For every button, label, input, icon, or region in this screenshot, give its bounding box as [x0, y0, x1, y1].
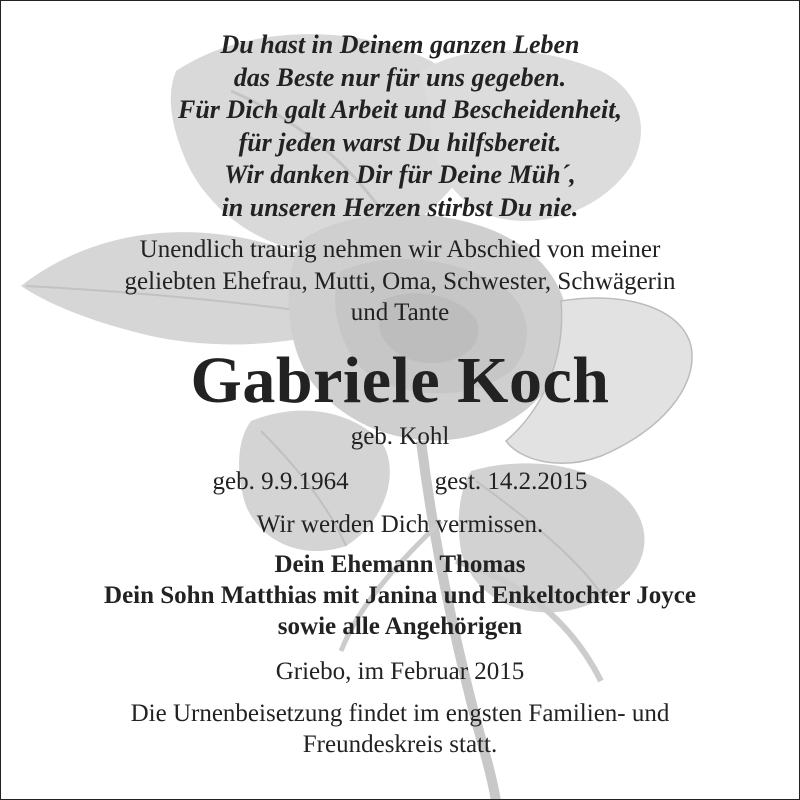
poem-line: Wir danken Dir für Deine Müh´, — [224, 160, 576, 189]
poem-line: das Beste nur für uns gegeben. — [233, 62, 567, 92]
life-dates — [1, 457, 799, 507]
announcement-line: geliebten Ehefrau, Mutti, Oma, Schwester, Schwägerin — [124, 267, 676, 295]
farewell-line: Wir werden Dich vermissen. — [256, 510, 544, 538]
notice-line: Freundeskreis statt. — [302, 730, 498, 758]
announcement-text — [1, 234, 799, 329]
maiden-name: geb. Kohl — [350, 422, 450, 450]
announcement-line: Unendlich traurig nehmen wir Abschied von meiner — [139, 236, 661, 263]
mourner-line: sowie alle Angehörigen — [277, 612, 523, 640]
poem-line: Für Dich galt Arbeit und Bescheidenheit, — [178, 95, 622, 124]
memorial-poem — [1, 1, 799, 224]
deceased-name: Gabriele Koch — [190, 343, 610, 417]
death-date: gest. 14.2.2015 — [434, 467, 588, 495]
birth-date: geb. 9.9.1964 — [212, 467, 349, 495]
notice-line: Die Urnenbeisetzung findet im engsten Familien- und — [130, 699, 670, 727]
poem-line: für jeden warst Du hilfsbereit. — [238, 127, 562, 157]
mourner-line: Dein Ehemann Thomas — [274, 550, 526, 578]
burial-notice — [1, 698, 799, 760]
announcement-line: und Tante — [350, 299, 450, 326]
mourner-line: Dein Sohn Matthias mit Janina und Enkeltochter Joyce — [104, 581, 696, 609]
poem-line: in unseren Herzen stirbst Du nie. — [221, 192, 579, 222]
mourners-list — [1, 549, 799, 642]
obituary-content — [1, 1, 799, 760]
place-date: Griebo, im Februar 2015 — [275, 657, 525, 685]
poem-line: Du hast in Deinem ganzen Leben — [220, 30, 580, 59]
